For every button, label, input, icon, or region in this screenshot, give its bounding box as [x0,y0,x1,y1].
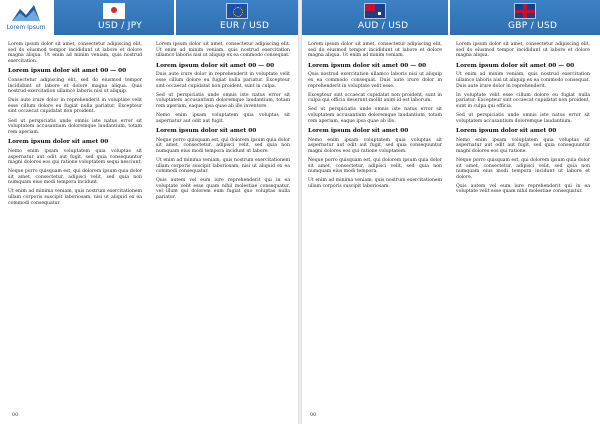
paragraph: Ut enim ad minima veniam, quis nostrum exercitationem ullam corporis suscipit laboriosam, nisi ut aliquid ex ea commodi consequatur. [8,189,142,206]
section-heading: Lorem ipsum dolor sit amet 00 [156,128,257,135]
section-heading: Lorem ipsum dolor sit amet 00 — 00 [456,62,575,69]
paragraph: Sed ut perspiciatis unde omnis iste natus error sit voluptatem accusantium doloremque laudantium, totam rem aperiam, eaque ipsa quae ab illo inventore. [156,92,290,109]
logo-icon [10,3,42,23]
header-label-right-1: AUD / USD [358,21,409,31]
paragraph: Nemo enim ipsam voluptatem quia voluptas sit aspernatur aut odit aut fugit, sed quia consequuntur magni dolores eos qui ratione. [456,137,590,154]
paragraph: Nemo enim ipsam voluptatem quia voluptas sit aspernatur aut odit aut fugit, sed quia consequuntur magni dolores eos qui ratione voluptatem sequi nesciunt. [8,148,142,166]
right-page [302,0,600,424]
flag-a-icon [103,3,125,19]
flag-b-icon [226,3,248,19]
paragraph: Duis aute irure dolor in reprehenderit in voluptate velit esse cillum dolore eu fugiat nulla pariatur. Excepteur sint occaecat cupidatat non proident. [8,98,142,115]
page-number-left: 00 [12,412,19,418]
paragraph: Ut enim ad minima veniam, quis nostrum exercitationem ullam corporis suscipit laboriosam, nisi ut aliquid ex ea commodi consequatur. [156,158,290,175]
section-heading: Lorem ipsum dolor sit amet 00 — 00 [308,62,427,69]
header-label-left-2: EUR / USD [220,21,270,31]
section-heading: Lorem ipsum dolor sit amet 00 — 00 [156,62,275,69]
section-heading: Lorem ipsum dolor sit amet 00 [8,139,109,146]
paragraph: Nemo enim ipsam voluptatem quia voluptas sit aspernatur aut odit aut fugit, sed quia consequuntur magni dolores eos qui ratione voluptatem. [308,137,442,154]
paragraph: Ut enim ad minim veniam, quis nostrud exercitation ullamco laboris nisi ut aliquip ex ea commodo consequat. Duis aute irure dolor in reprehenderit. [456,72,590,89]
section-heading: Lorem ipsum dolor sit amet 00 — 00 [8,68,127,75]
paragraph: Lorem ipsum dolor sit amet, consectetur adipiscing elit, sed do eiusmod tempor incididunt ut labore et dolore magna aliqua. Ut enim ad minim veniam. [308,42,442,59]
paragraph: Sed ut perspiciatis unde omnis iste natus error sit voluptatem accusantium doloremque laudantium, totam rem aperiam. [8,118,142,135]
header-cell-right-1 [302,0,448,35]
text-column-4 [456,42,590,199]
paragraph: Lorem ipsum dolor sit amet, consectetur adipiscing elit, sed do eiusmod tempor incididunt ut labore et dolore magna aliqua. [456,42,590,59]
text-column-1 [8,42,142,210]
paragraph: Quis nostrud exercitation ullamco laboris nisi ut aliquip ex ea commodo consequat. Duis aute irure dolor in reprehenderit in voluptate velit esse. [308,72,442,89]
paragraph: Consectetur adipiscing elit, sed do eiusmod tempor incididunt ut labore et dolore magna aliqua. Quis nostrud exercitation ullamco laboris nisi ut aliquip. [8,77,142,95]
paragraph: Neque porro quisquam est, qui dolorem ipsum quia dolor sit amet, consectetur, adipisci velit, sed quia non numquam eius modi tempora incidunt ut labore. [156,137,290,154]
paragraph: Excepteur sint occaecat cupidatat non proident, sunt in culpa qui officia deserunt mollit anim id est laborum. [308,92,442,104]
paragraph: Lorem ipsum dolor sit amet, consectetur adipiscing elit, sed do eiusmod tempor incididunt ut labore et dolore magna aliqua. Ut enim ad minim veniam, quis nostrud exercitation. [8,42,142,64]
text-column-3 [308,42,442,193]
paragraph: Nemo enim ipsam voluptatem quia voluptas sit aspernatur aut odit aut fugit. [156,112,290,124]
paragraph: Sed ut perspiciatis unde omnis iste natus error sit voluptatem accusantium doloremque laudantium. [456,112,590,124]
header-label-right-2: GBP / USD [508,21,558,31]
paragraph: Quis autem vel eum iure reprehenderit qui in ea voluptate velit esse quam nihil molestiae consequatur, vel illum qui dolorem eum fugiat quo voluptas nulla pariatur. [156,178,290,201]
paragraph: Lorem ipsum dolor sit amet, consectetur adipiscing elit. Ut enim ad minim veniam, quis nostrud exercitation ullamco laboris nisi ut aliquip ex ea commodo consequat. [156,42,290,59]
right-page-header [302,0,600,35]
logo-text: Lorem Ipsum [6,24,46,31]
flag-d-icon [514,3,536,19]
paragraph: Quis autem vel eum iure reprehenderit qui in ea voluptate velit esse quam nihil molestiae consequatur. [456,183,590,195]
header-cell-left-1 [54,0,174,35]
header-label-left-1: USD / JPY [98,21,143,31]
paragraph: Neque porro quisquam est, qui dolorem ipsum quia dolor sit amet, consectetur, adipisci velit, sed quia non numquam eius modi tempora incidunt. [8,169,142,186]
section-heading: Lorem ipsum dolor sit amet 00 [456,128,557,135]
header-cell-left-2 [176,0,298,35]
brand-logo [0,0,52,35]
paragraph: Ut enim ad minima veniam, quis nostrum exercitationem ullam corporis suscipit laboriosam. [308,178,442,189]
left-page [0,0,298,424]
header-cell-right-2 [450,0,600,35]
paragraph: In voluptate velit esse cillum dolore eu fugiat nulla pariatur. Excepteur sint occaecat cupidatat non proident, sunt in culpa qui officia. [456,92,590,109]
paragraph: Neque porro quisquam est, qui dolorem ipsum quia dolor sit amet, consectetur, adipisci velit, sed quia non numquam eius modi tempora. [308,158,442,175]
left-page-header [0,0,298,35]
paragraph: Sed ut perspiciatis unde omnis iste natus error sit voluptatem accusantium doloremque laudantium, totam rem aperiam, eaque ipsa quae ab illo. [308,107,442,124]
paragraph: Neque porro quisquam est, qui dolorem ipsum quia dolor sit amet, consectetur, adipisci velit, sed quia non numquam eius modi tempora incidunt ut labore et dolore. [456,158,590,180]
flag-c-icon [364,3,386,19]
text-column-2 [156,42,290,204]
paragraph: Duis aute irure dolor in reprehenderit in voluptate velit esse cillum dolore eu fugiat nulla pariatur. Excepteur sint occaecat cupidatat non proident, sunt in culpa. [156,72,290,89]
page-number-right: 00 [310,412,317,418]
section-heading: Lorem ipsum dolor sit amet 00 [308,128,409,135]
